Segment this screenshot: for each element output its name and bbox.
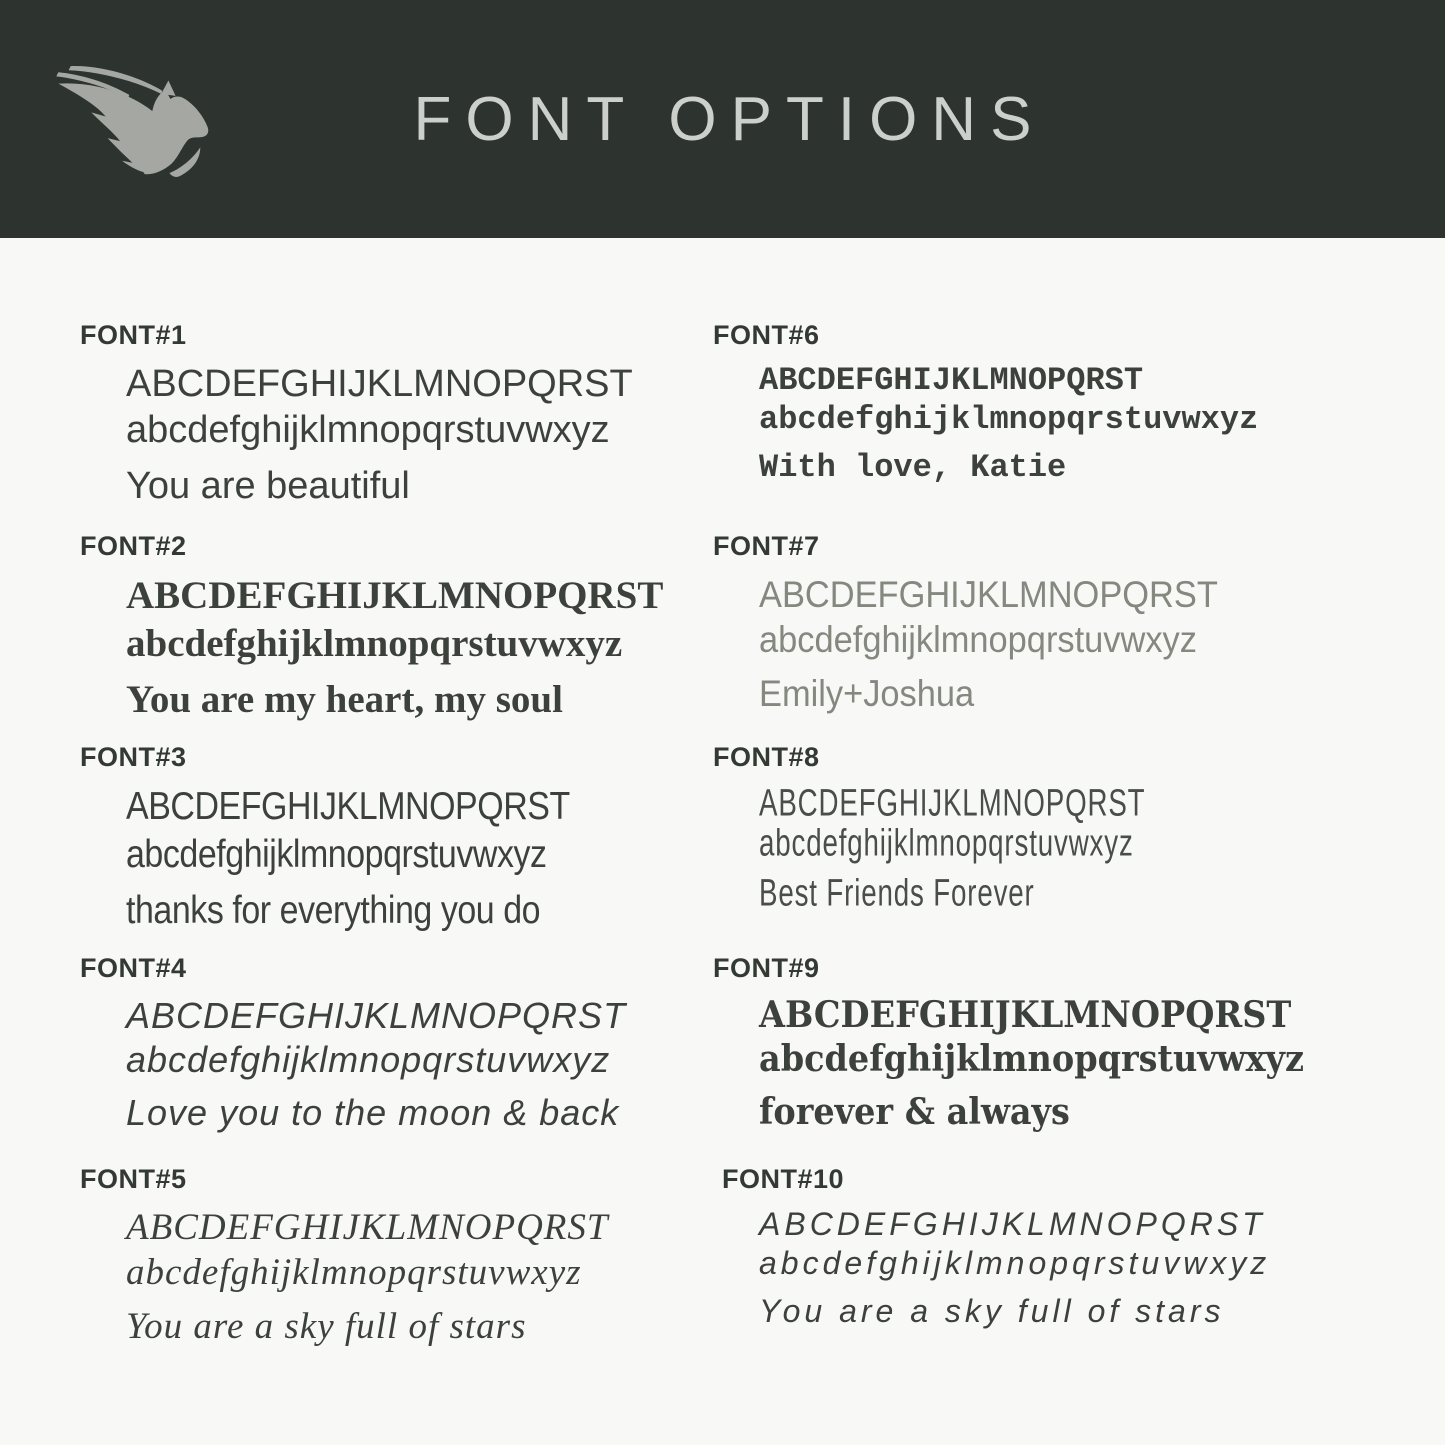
font-3-label: FONT#3 (80, 742, 187, 772)
sample-phrase: You are beautiful (126, 464, 410, 507)
font-sample-5 (80, 1164, 713, 1375)
font-8-specimen (713, 783, 1445, 913)
font-9-specimen (713, 994, 1445, 1135)
lowercase-alphabet: abcdefghijklmnopqrstuvwxyz (759, 821, 1134, 864)
font-4-label: FONT#4 (80, 953, 187, 983)
uppercase-alphabet: ABCDEFGHIJKLMNOPQRST (759, 781, 1146, 824)
font-4-specimen (80, 994, 713, 1135)
font-sample-1 (80, 320, 713, 531)
lowercase-alphabet: abcdefghijklmnopqrstuvwxyz (126, 409, 610, 452)
font-sample-7 (713, 531, 1445, 742)
lowercase-alphabet: abcdefghijklmnopqrstuvwxyz (126, 1038, 611, 1080)
font-10-specimen (713, 1205, 1445, 1331)
sample-phrase: You are my heart, my soul (126, 678, 563, 722)
uppercase-alphabet: ABCDEFGHIJKLMNOPQRST (759, 574, 1218, 615)
header-banner (0, 0, 1445, 238)
lowercase-alphabet: abcdefghijklmnopqrstuvwxyz (126, 621, 623, 665)
font-9-label: FONT#9 (713, 953, 820, 983)
sample-phrase: Emily+Joshua (759, 673, 975, 715)
right-column (713, 320, 1445, 1375)
sample-phrase: Best Friends Forever (759, 870, 1035, 914)
sample-phrase: Love you to the moon & back (126, 1091, 620, 1133)
uppercase-alphabet: ABCDEFGHIJKLMNOPQRST (126, 1207, 609, 1248)
font-10-label: FONT#10 (722, 1164, 845, 1194)
pegasus-logo-icon (46, 52, 226, 182)
lowercase-alphabet: abcdefghijklmnopqrstuvwxyz (759, 1245, 1271, 1282)
uppercase-alphabet: ABCDEFGHIJKLMNOPQRST (126, 785, 570, 828)
uppercase-alphabet: ABCDEFGHIJKLMNOPQRST (759, 362, 1144, 399)
font-sample-3 (80, 742, 713, 953)
font-5-specimen (80, 1205, 713, 1349)
lowercase-alphabet: abcdefghijklmnopqrstuvwxyz (759, 1037, 1305, 1080)
sample-phrase: With love, Katie (759, 449, 1067, 487)
font-2-label: FONT#2 (80, 531, 187, 561)
font-5-label: FONT#5 (80, 1164, 187, 1194)
font-6-label: FONT#6 (713, 320, 820, 350)
lowercase-alphabet: abcdefghijklmnopqrstuvwxyz (759, 619, 1197, 661)
font-2-specimen (80, 572, 713, 724)
font-8-label: FONT#8 (713, 742, 820, 772)
lowercase-alphabet: abcdefghijklmnopqrstuvwxyz (126, 832, 547, 876)
font-list (0, 238, 1445, 1375)
sample-phrase: thanks for everything you do (126, 889, 541, 933)
font-sample-9 (713, 953, 1445, 1164)
uppercase-alphabet: ABCDEFGHIJKLMNOPQRST (126, 995, 627, 1036)
uppercase-alphabet: ABCDEFGHIJKLMNOPQRST (126, 574, 664, 617)
page-title: FONT OPTIONS (413, 84, 1046, 154)
sample-phrase: You are a sky full of stars (759, 1293, 1225, 1330)
font-1-specimen (80, 361, 713, 509)
font-1-label: FONT#1 (80, 320, 187, 350)
uppercase-alphabet: ABCDEFGHIJKLMNOPQRST (759, 1206, 1266, 1242)
font-7-label: FONT#7 (713, 531, 820, 561)
uppercase-alphabet: ABCDEFGHIJKLMNOPQRST (759, 994, 1292, 1036)
font-sample-10 (713, 1164, 1445, 1375)
uppercase-alphabet: ABCDEFGHIJKLMNOPQRST (126, 363, 633, 405)
font-7-specimen (713, 572, 1445, 716)
left-column (80, 320, 713, 1375)
font-3-specimen (80, 783, 713, 935)
lowercase-alphabet: abcdefghijklmnopqrstuvwxyz (759, 401, 1259, 439)
font-sample-8 (713, 742, 1445, 953)
sample-phrase: forever & always (759, 1090, 1070, 1133)
font-sample-2 (80, 531, 713, 742)
font-sample-6 (713, 320, 1445, 531)
font-sample-4 (80, 953, 713, 1164)
font-6-specimen (713, 361, 1445, 487)
sample-phrase: You are a sky full of stars (126, 1306, 527, 1348)
lowercase-alphabet: abcdefghijklmnopqrstuvwxyz (126, 1252, 582, 1294)
